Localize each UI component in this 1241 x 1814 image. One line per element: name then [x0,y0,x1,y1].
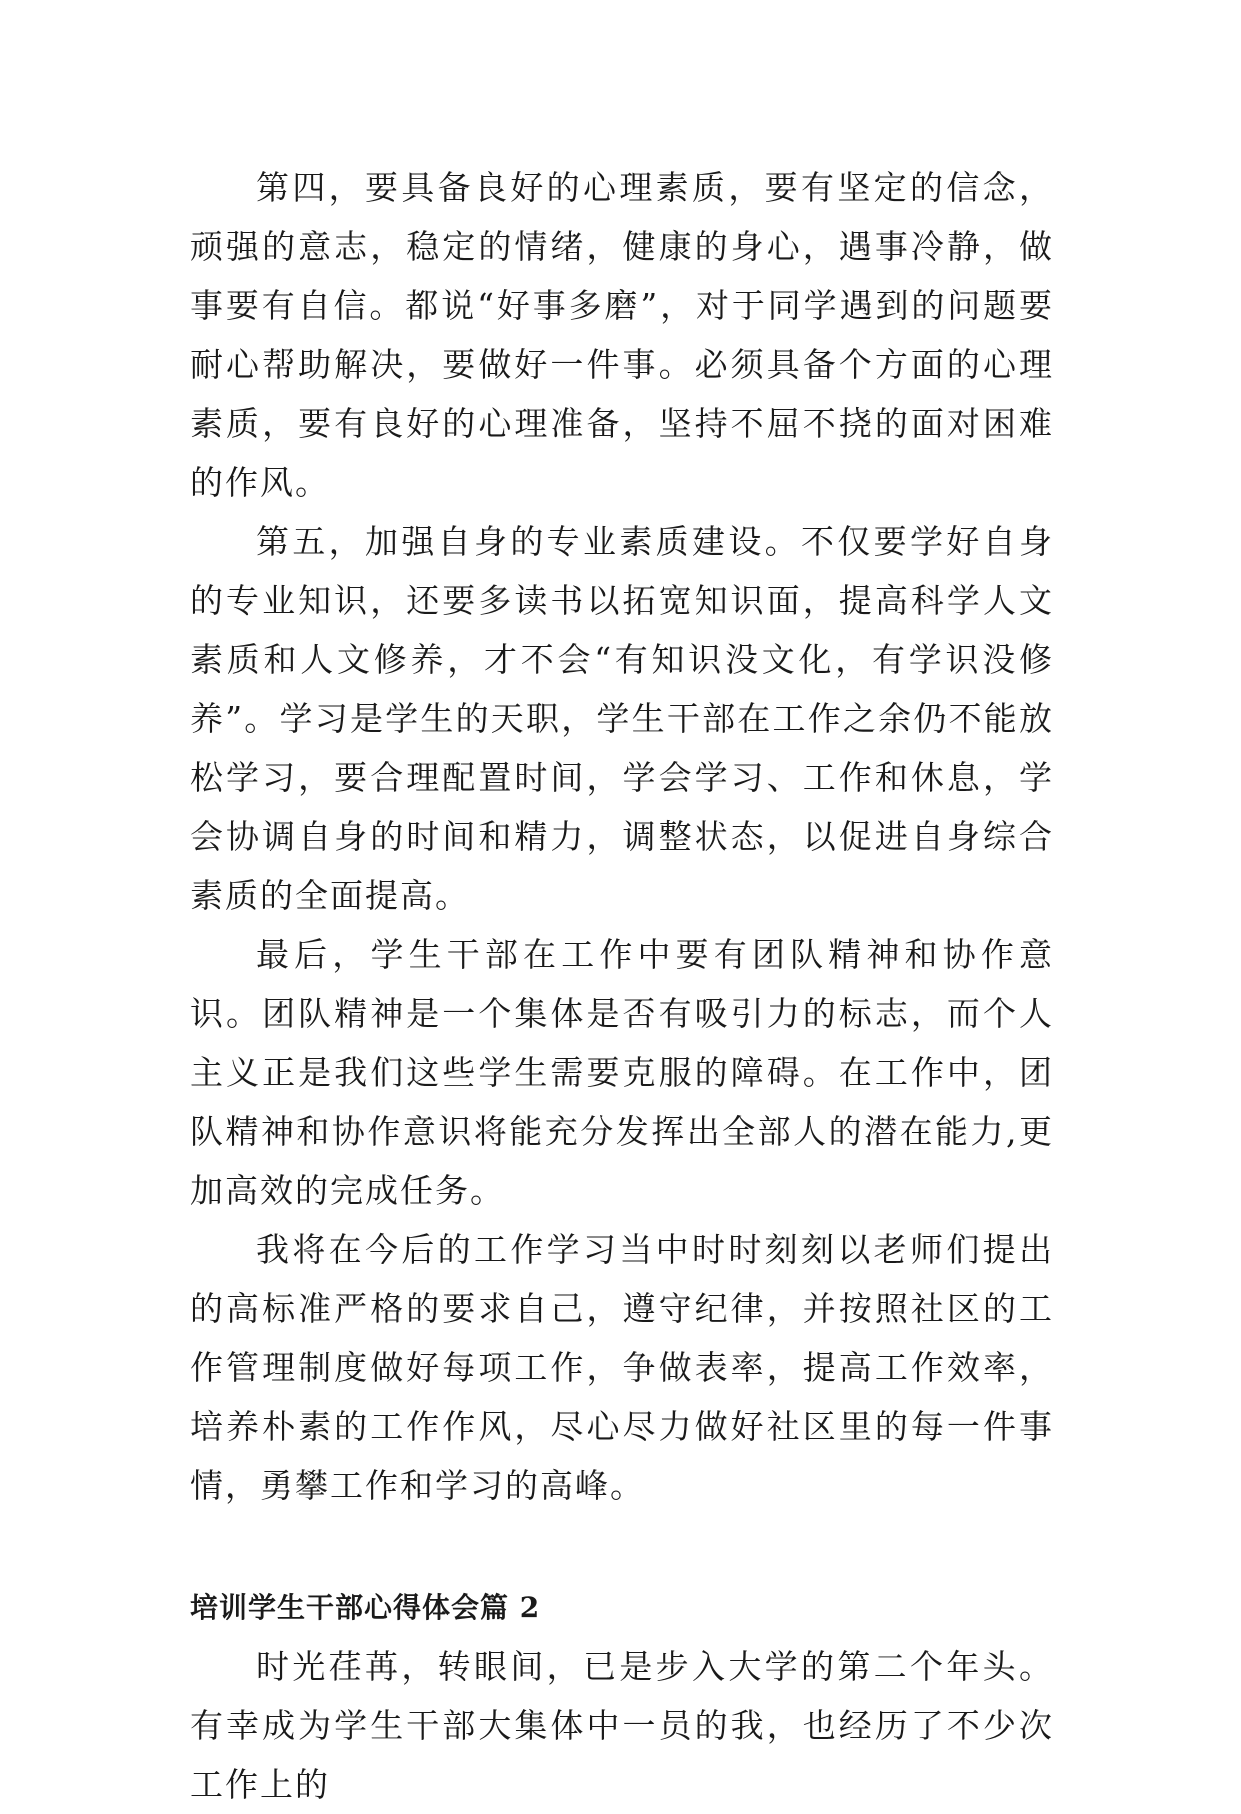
document-body [190,158,1054,1814]
paragraph-fifth-point: 第五，加强自身的专业素质建设。不仅要学好自身的专业知识，还要多读书以拓宽知识面，提高科学人文素质和人文修养，才不会“有知识没文化，有学识没修养”。学习是学生的天职，学生干部在工作之余仍不能放松学习，要合理配置时间，学会学习、工作和休息，学会协调自身的时间和精力，调整状态，以促进自身综合素质的全面提高。 [190,522,1054,915]
paragraph-fourth-point: 第四，要具备良好的心理素质，要有坚定的信念，顽强的意志，稳定的情绪，健康的身心，遇事冷静，做事要有自信。都说“好事多磨”，对于同学遇到的问题要耐心帮助解决，要做好一件事。必须具备个方面的心理素质，要有良好的心理准备，坚持不屈不挠的面对困难的作风。 [190,168,1054,502]
paragraph-section2-intro: 时光荏苒，转眼间，已是步入大学的第二个年头。有幸成为学生干部大集体中一员的我，也经历了不少次工作上的 [190,1647,1054,1804]
paragraph-finally: 最后，学生干部在工作中要有团队精神和协作意识。团队精神是一个集体是否有吸引力的标志，而个人主义正是我们这些学生需要克服的障碍。在工作中，团队精神和协作意识将能充分发挥出全部人的潜在能力,更加高效的完成任务。 [190,935,1054,1210]
section-heading: 培训学生干部心得体会篇 2 [190,1591,541,1624]
paragraph-conclusion: 我将在今后的工作学习当中时时刻刻以老师们提出的高标准严格的要求自己，遵守纪律，并按照社区的工作管理制度做好每项工作，争做表率，提高工作效率，培养朴素的工作作风，尽心尽力做好社区里的每一件事情，勇攀工作和学习的高峰。 [190,1230,1054,1505]
